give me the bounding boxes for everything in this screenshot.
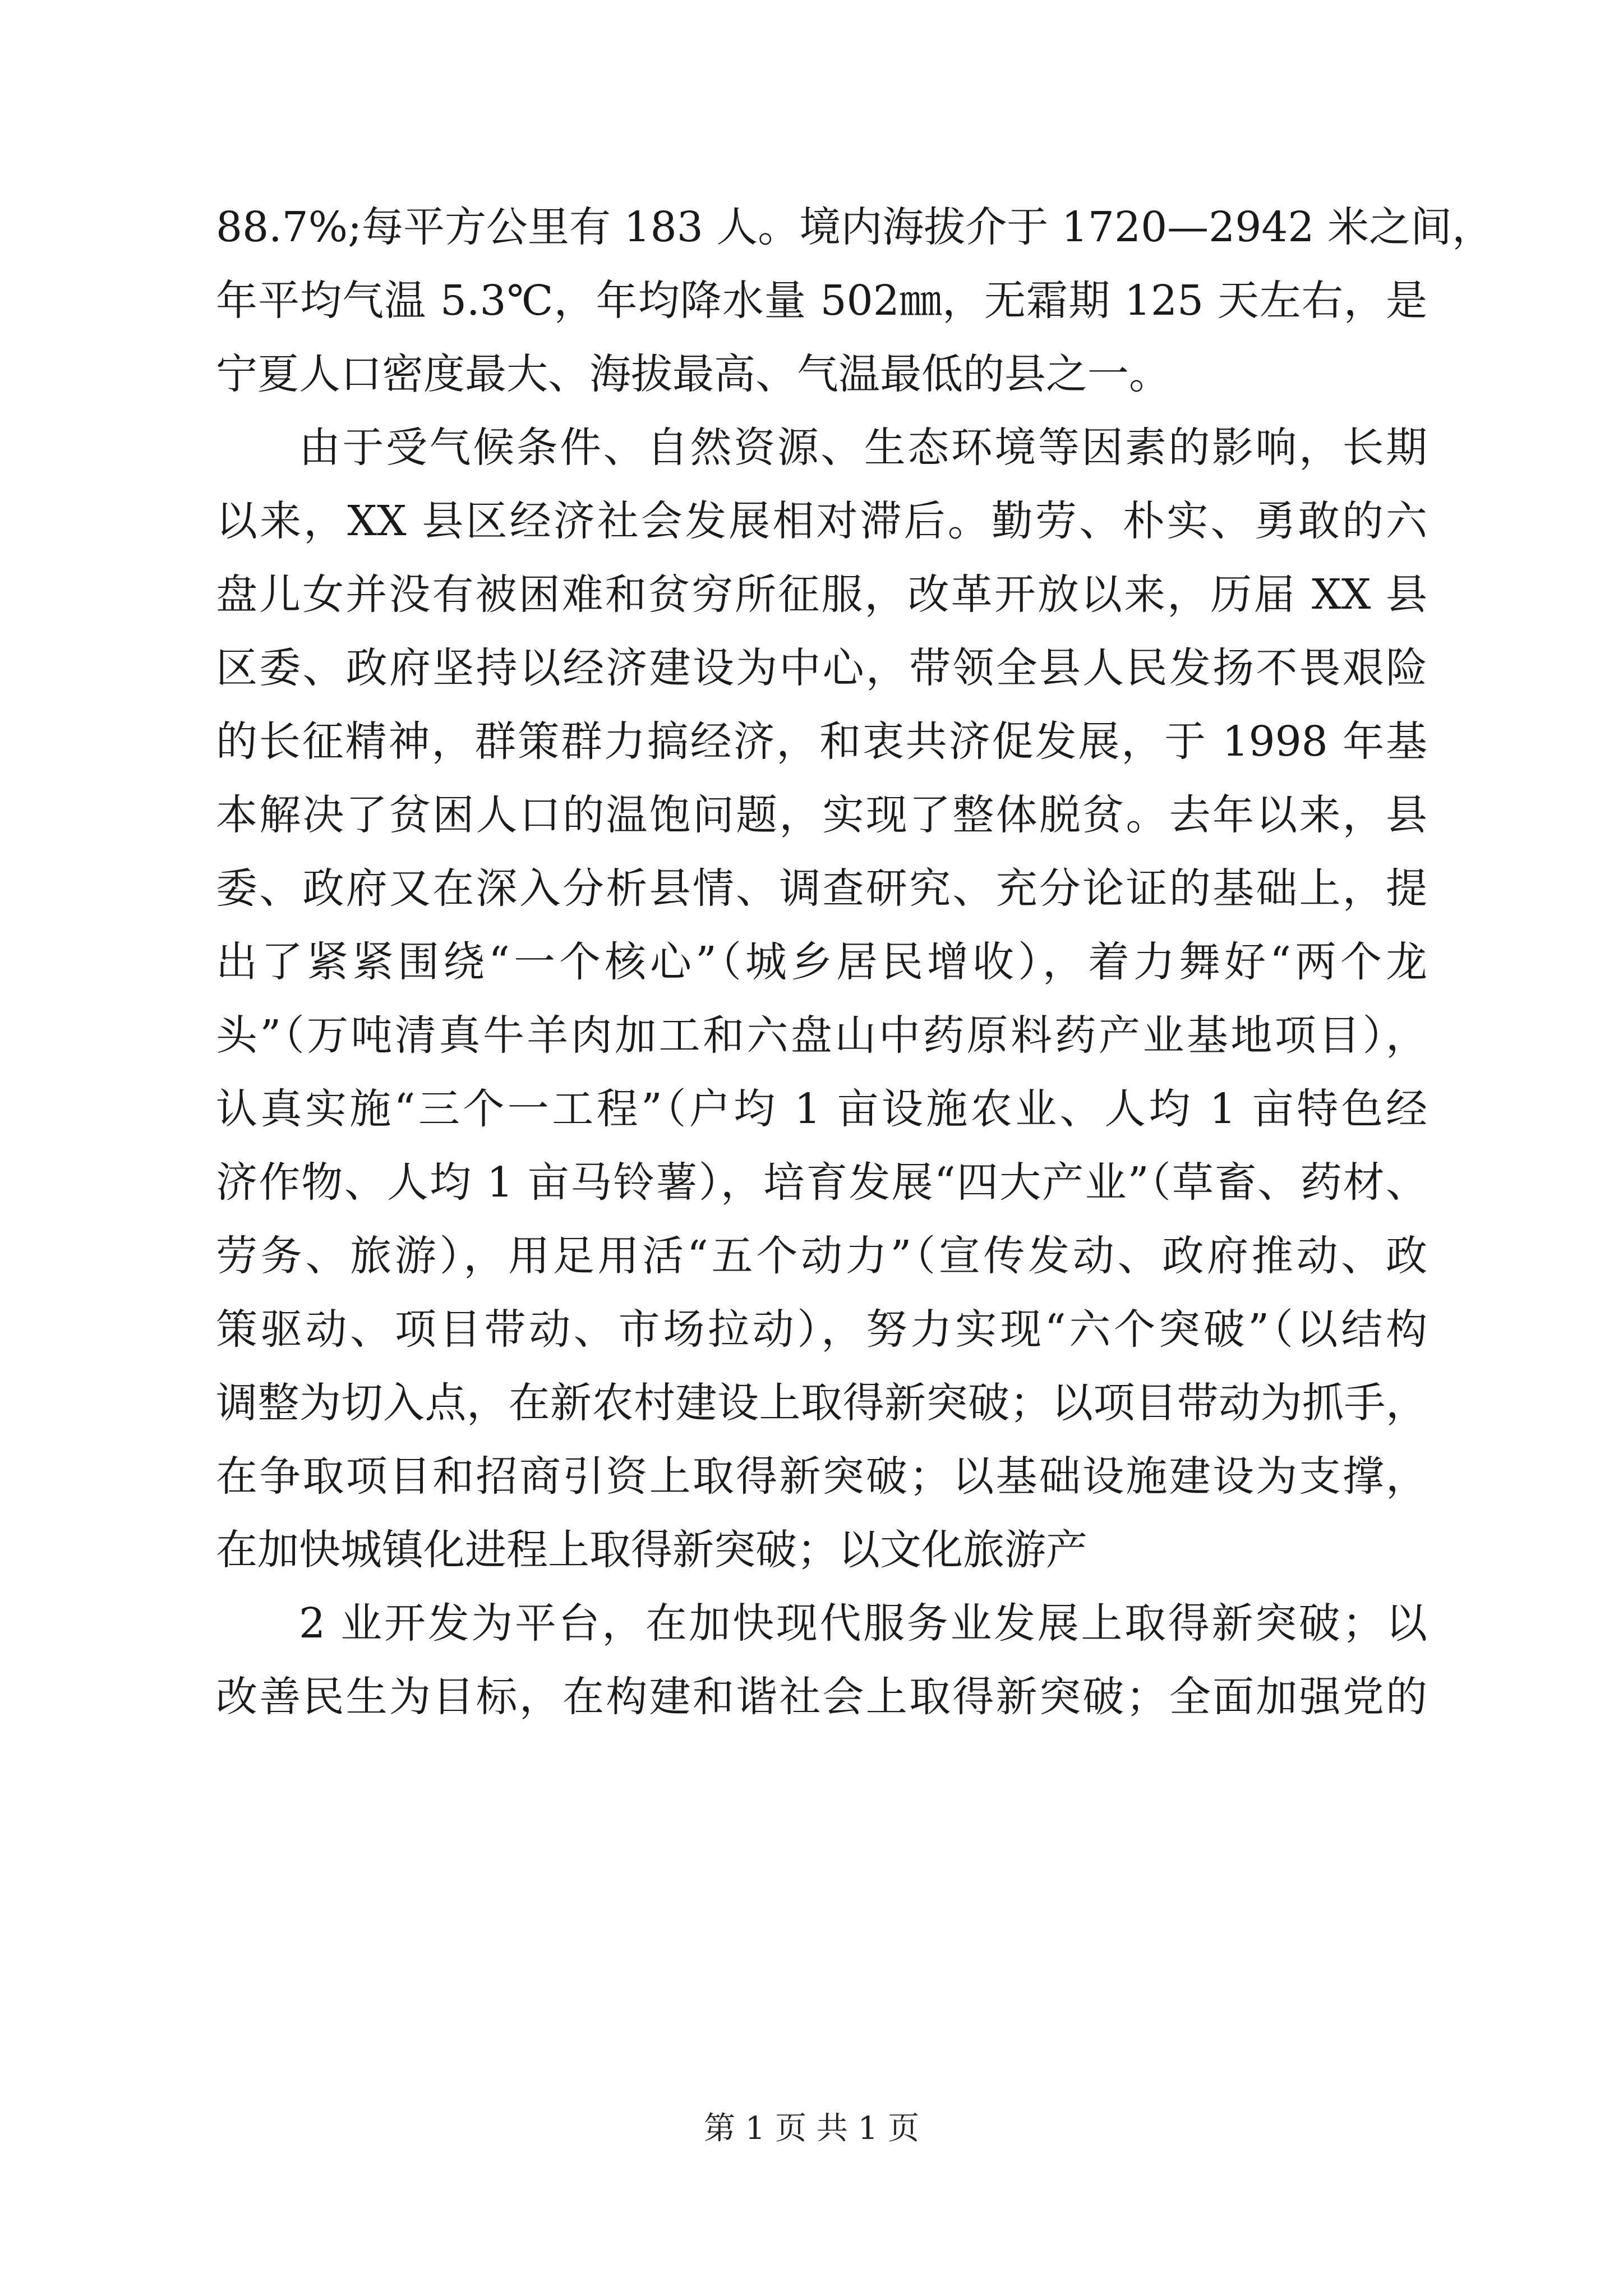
text-line-21: 改善民生为目标，在构建和谐社会上取得新突破；全面加强党的 — [216, 1673, 1427, 1721]
text-line-2: 年平均气温 5.3℃，年均降水量 502㎜，无霜期 125 天左右，是 — [216, 277, 1427, 325]
page-footer: 第 1 页 共 1 页 — [703, 2110, 920, 2147]
text-line-5: 以来，XX 县区经济社会发展相对滞后。勤劳、朴实、勇敢的六 — [216, 497, 1427, 545]
text-line-11: 出了紧紧围绕“一个核心”（城乡居民增收），着力舞好“两个龙 — [216, 938, 1427, 986]
text-line-3: 宁夏人口密度最大、海拔最高、气温最低的县之一。 — [216, 350, 1170, 398]
text-line-7: 区委、政府坚持以经济建设为中心，带领全县人民发扬不畏艰险 — [216, 644, 1427, 692]
text-line-12: 头”（万吨清真牛羊肉加工和六盘山中药原料药产业基地项目）， — [216, 1011, 1427, 1060]
text-line-1: 88.7%;每平方公里有 183 人。境内海拔介于 1720—2942 米之间， — [216, 203, 1493, 251]
text-line-20: 2 业开发为平台，在加快现代服务业发展上取得新突破；以 — [299, 1599, 1427, 1648]
text-line-4: 由于受气候条件、自然资源、生态环境等因素的影响，长期 — [299, 424, 1427, 472]
text-line-6: 盘儿女并没有被困难和贫穷所征服，改革开放以来，历届 XX 县 — [216, 570, 1427, 619]
text-line-10: 委、政府又在深入分析县情、调查研究、充分论证的基础上，提 — [216, 864, 1427, 913]
text-line-8: 的长征精神，群策群力搞经济，和衷共济促发展，于 1998 年基 — [216, 717, 1427, 766]
text-line-16: 策驱动、项目带动、市场拉动），努力实现“六个突破”（以结构 — [216, 1305, 1427, 1354]
text-line-13: 认真实施“三个一工程”（户均 1 亩设施农业、人均 1 亩特色经 — [216, 1085, 1427, 1133]
text-line-14: 济作物、人均 1 亩马铃薯），培育发展“四大产业”（草畜、药材、 — [216, 1158, 1427, 1207]
text-line-19: 在加快城镇化进程上取得新突破；以文化旅游产 — [216, 1526, 1087, 1574]
text-line-17: 调整为切入点，在新农村建设上取得新突破；以项目带动为抓手， — [216, 1379, 1427, 1427]
body-text — [216, 202, 1493, 1745]
text-line-18: 在争取项目和招商引资上取得新突破；以基础设施建设为支撑， — [216, 1452, 1427, 1501]
text-line-15: 劳务、旅游），用足用活“五个动力”（宣传发动、政府推动、政 — [216, 1232, 1427, 1280]
text-line-9: 本解决了贫困人口的温饱问题，实现了整体脱贫。去年以来，县 — [216, 791, 1427, 839]
